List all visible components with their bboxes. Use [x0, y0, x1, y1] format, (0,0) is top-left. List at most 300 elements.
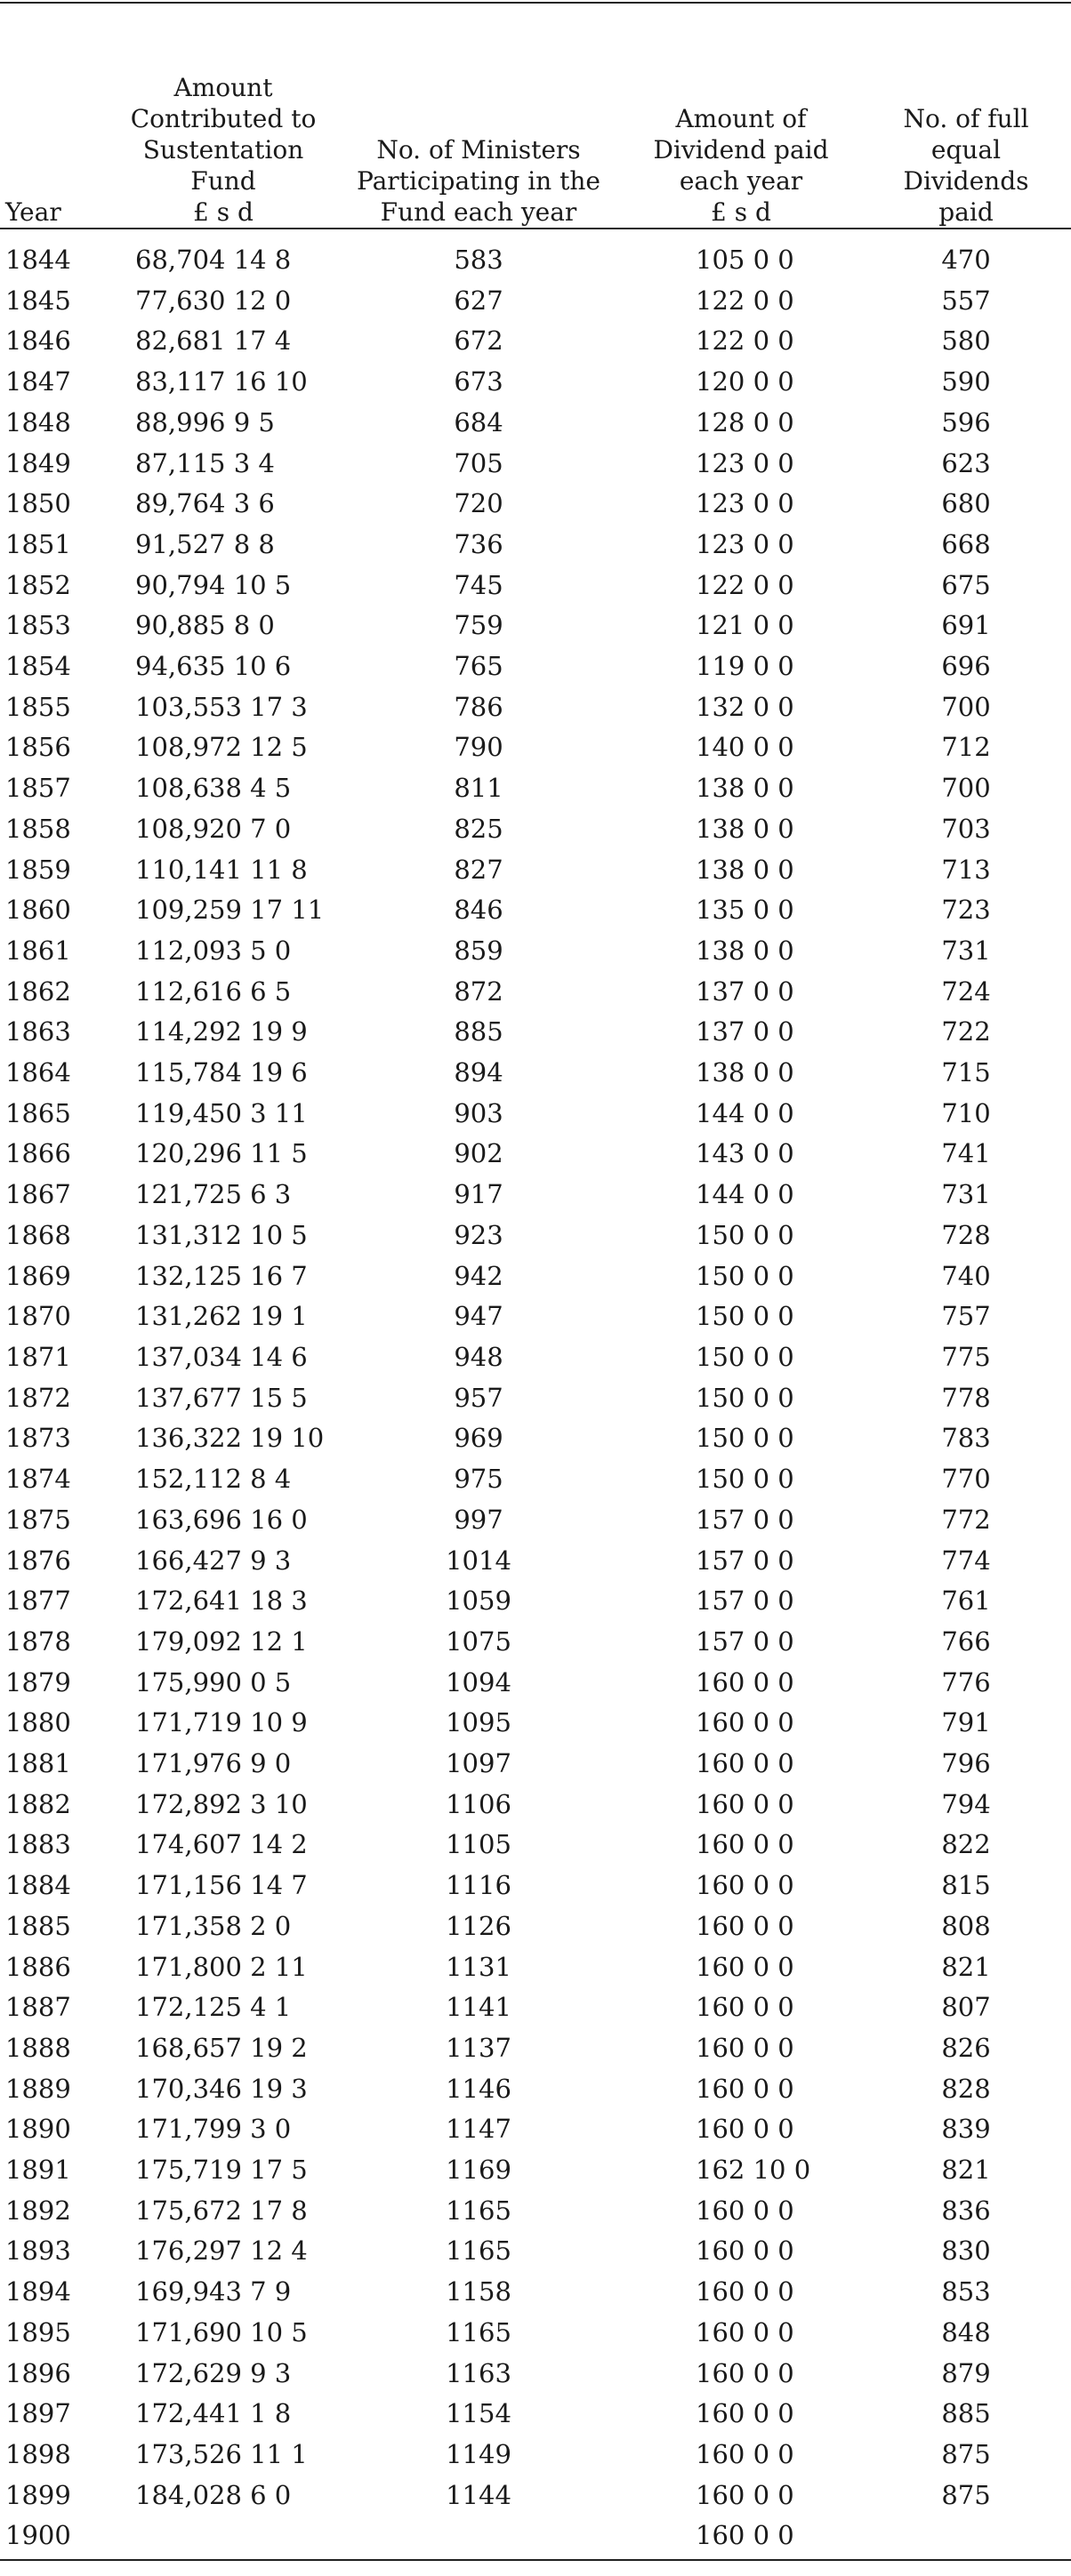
cell-year: 1883	[5, 1829, 71, 1860]
cell-dividend-amount: 123 0 0	[696, 447, 794, 478]
cell-year: 1879	[5, 1666, 71, 1697]
cell-full-dividends: 741	[941, 1138, 991, 1169]
cell-ministers: 811	[454, 773, 503, 804]
cell-ministers	[336, 2516, 621, 2556]
table-row	[0, 1622, 1071, 1663]
cell-amount-contributed: 115,784 19 6	[135, 1057, 308, 1088]
cell-year: 1895	[5, 2316, 71, 2347]
table-row	[0, 606, 1071, 646]
cell-dividend-amount: 150 0 0	[696, 1341, 794, 1372]
cell-amount-contributed: 171,976 9 0	[135, 1748, 292, 1779]
header-amount-contributed: Amount Contributed to Sustentation Fund £ s d	[130, 73, 317, 227]
cell-amount-contributed: 172,125 4 1	[135, 1992, 292, 2023]
table-row	[0, 2313, 1071, 2354]
header-full-dividends: No. of full equal Dividends paid	[903, 104, 1029, 227]
cell-full-dividends: 724	[941, 975, 991, 1007]
cell-dividend-amount: 123 0 0	[696, 528, 794, 559]
cell-year: 1880	[5, 1707, 71, 1738]
cell-dividend-amount: 138 0 0	[696, 935, 794, 966]
cell-full-dividends: 822	[941, 1829, 991, 1860]
cell-dividend-amount: 160 0 0	[696, 1951, 794, 1982]
cell-dividend-amount: 160 0 0	[696, 1748, 794, 1779]
cell-full-dividends: 623	[941, 447, 991, 478]
cell-year: 1872	[5, 1382, 71, 1413]
table-row	[0, 1987, 1071, 2028]
cell-full-dividends: 836	[941, 2195, 991, 2226]
cell-full-dividends: 879	[941, 2357, 991, 2388]
cell-dividend-amount: 160 0 0	[696, 1707, 794, 1738]
cell-amount-contributed: 90,885 8 0	[135, 610, 275, 641]
cell-full-dividends: 772	[941, 1504, 991, 1535]
cell-year: 1891	[5, 2155, 71, 2186]
cell-amount-contributed: 112,616 6 5	[135, 975, 292, 1007]
table-row	[0, 403, 1071, 444]
cell-full-dividends: 778	[941, 1382, 991, 1413]
cell-dividend-amount: 150 0 0	[696, 1301, 794, 1332]
cell-ministers: 1014	[446, 1545, 511, 1576]
cell-year: 1865	[5, 1097, 71, 1128]
cell-year: 1858	[5, 813, 71, 844]
cell-dividend-amount: 122 0 0	[696, 325, 794, 357]
cell-full-dividends: 796	[941, 1748, 991, 1779]
cell-dividend-amount: 119 0 0	[696, 651, 794, 682]
cell-full-dividends: 774	[941, 1545, 991, 1576]
header-ministers: No. of Ministers Participating in the Fund each year	[357, 135, 600, 227]
cell-dividend-amount: 160 0 0	[696, 2032, 794, 2063]
cell-ministers: 859	[454, 935, 503, 966]
table-row	[0, 1541, 1071, 1582]
cell-dividend-amount: 105 0 0	[696, 245, 794, 275]
cell-year: 1874	[5, 1464, 71, 1495]
cell-dividend-amount: 138 0 0	[696, 1057, 794, 1088]
cell-amount-contributed: 168,657 19 2	[135, 2032, 308, 2063]
table-row	[0, 444, 1071, 485]
table-row	[0, 646, 1071, 687]
cell-full-dividends: 713	[941, 854, 991, 885]
cell-ministers: 942	[454, 1260, 503, 1291]
cell-full-dividends: 794	[941, 1788, 991, 1819]
table-row	[0, 687, 1071, 728]
table-row	[0, 1134, 1071, 1175]
cell-dividend-amount: 150 0 0	[696, 1423, 794, 1454]
cell-year: 1863	[5, 1016, 71, 1047]
cell-ministers: 902	[454, 1138, 503, 1169]
cell-ministers: 786	[454, 691, 503, 722]
cell-amount-contributed: 172,629 9 3	[135, 2357, 292, 2388]
sustentation-fund-table	[0, 2, 1071, 2556]
table-row	[0, 850, 1071, 891]
cell-ministers: 894	[454, 1057, 503, 1088]
cell-year: 1856	[5, 732, 71, 763]
table-row	[0, 2028, 1071, 2069]
cell-dividend-amount: 122 0 0	[696, 569, 794, 600]
cell-amount-contributed: 175,719 17 5	[135, 2155, 308, 2186]
table-row	[0, 1866, 1071, 1906]
cell-dividend-amount: 135 0 0	[696, 895, 794, 926]
cell-dividend-amount: 143 0 0	[696, 1138, 794, 1169]
cell-year: 1890	[5, 2114, 71, 2145]
cell-full-dividends: 703	[941, 813, 991, 844]
cell-year: 1846	[5, 325, 71, 357]
cell-ministers: 846	[454, 895, 503, 926]
cell-dividend-amount: 160 0 0	[696, 1666, 794, 1697]
table-row	[0, 1825, 1071, 1866]
cell-full-dividends: 783	[941, 1423, 991, 1454]
cell-full-dividends: 691	[941, 610, 991, 641]
cell-dividend-amount: 138 0 0	[696, 773, 794, 804]
cell-year: 1875	[5, 1504, 71, 1535]
cell-dividend-amount: 160 0 0	[696, 2114, 794, 2145]
cell-full-dividends: 875	[941, 2479, 991, 2510]
cell-dividend-amount: 160 0 0	[696, 2438, 794, 2469]
table-row	[0, 1378, 1071, 1419]
cell-dividend-amount: 160 0 0	[696, 2195, 794, 2226]
cell-ministers: 1149	[446, 2438, 511, 2469]
cell-year: 1884	[5, 1870, 71, 1901]
cell-amount-contributed: 112,093 5 0	[135, 935, 292, 966]
cell-dividend-amount: 160 0 0	[696, 2073, 794, 2104]
cell-ministers: 759	[454, 610, 503, 641]
table-row	[0, 2354, 1071, 2395]
cell-amount-contributed: 108,972 12 5	[135, 732, 308, 763]
cell-year: 1882	[5, 1788, 71, 1819]
cell-full-dividends: 710	[941, 1097, 991, 1128]
cell-dividend-amount: 160 0 0	[696, 1829, 794, 1860]
cell-year: 1888	[5, 2032, 71, 2063]
cell-amount-contributed: 121,725 6 3	[135, 1179, 292, 1210]
cell-year: 1848	[5, 406, 71, 437]
cell-ministers: 673	[454, 366, 503, 397]
cell-ministers: 1116	[446, 1870, 511, 1901]
cell-ministers: 1137	[446, 2032, 511, 2063]
cell-full-dividends: 557	[941, 285, 991, 316]
cell-ministers: 969	[454, 1423, 503, 1454]
cell-amount-contributed: 83,117 16 10	[135, 366, 308, 397]
cell-ministers: 1158	[446, 2276, 511, 2307]
cell-full-dividends: 807	[941, 1992, 991, 2023]
cell-dividend-amount: 150 0 0	[696, 1219, 794, 1250]
cell-year: 1852	[5, 569, 71, 600]
cell-ministers: 672	[454, 325, 503, 357]
cell-amount-contributed: 172,892 3 10	[135, 1788, 308, 1819]
cell-amount-contributed: 172,441 1 8	[135, 2398, 292, 2429]
table-row	[0, 2476, 1071, 2516]
cell-amount-contributed: 169,943 7 9	[135, 2276, 292, 2307]
cell-year: 1893	[5, 2235, 71, 2267]
cell-amount-contributed: 131,262 19 1	[135, 1301, 308, 1332]
table-row	[0, 2516, 1071, 2556]
cell-ministers: 997	[454, 1504, 503, 1535]
cell-dividend-amount: 150 0 0	[696, 1382, 794, 1413]
cell-amount-contributed: 108,920 7 0	[135, 813, 292, 844]
cell-ministers: 1163	[446, 2357, 511, 2388]
cell-amount-contributed: 87,115 3 4	[135, 447, 275, 478]
cell-year: 1844	[5, 245, 71, 275]
cell-year: 1851	[5, 528, 71, 559]
table-row	[0, 1418, 1071, 1459]
cell-full-dividends: 791	[941, 1707, 991, 1738]
cell-amount-contributed: 173,526 11 1	[135, 2438, 308, 2469]
table-row	[0, 1053, 1071, 1094]
cell-ministers: 1094	[446, 1666, 511, 1697]
cell-amount-contributed: 176,297 12 4	[135, 2235, 308, 2267]
table-row	[0, 1906, 1071, 1947]
cell-ministers: 1146	[446, 2073, 511, 2104]
cell-ministers: 917	[454, 1179, 503, 1210]
table-row	[0, 1012, 1071, 1053]
cell-dividend-amount: 157 0 0	[696, 1585, 794, 1617]
cell-year: 1897	[5, 2398, 71, 2429]
cell-dividend-amount: 160 0 0	[696, 2398, 794, 2429]
table-row	[0, 972, 1071, 1013]
cell-full-dividends: 775	[941, 1341, 991, 1372]
cell-dividend-amount: 160 0 0	[696, 1910, 794, 1941]
table-row	[0, 1459, 1071, 1500]
cell-year: 1878	[5, 1625, 71, 1657]
table-row	[0, 525, 1071, 566]
cell-ministers: 957	[454, 1382, 503, 1413]
cell-amount-contributed: 114,292 19 9	[135, 1016, 308, 1047]
cell-amount-contributed: 89,764 3 6	[135, 488, 275, 519]
cell-full-dividends: 675	[941, 569, 991, 600]
cell-amount-contributed: 131,312 10 5	[135, 1219, 308, 1250]
cell-dividend-amount: 150 0 0	[696, 1464, 794, 1495]
cell-amount-contributed: 94,635 10 6	[135, 651, 292, 682]
cell-year: 1885	[5, 1910, 71, 1941]
cell-year: 1869	[5, 1260, 71, 1291]
cell-dividend-amount: 160 0 0	[696, 2520, 794, 2551]
cell-year: 1866	[5, 1138, 71, 1169]
cell-year: 1845	[5, 285, 71, 316]
cell-ministers: 1165	[446, 2235, 511, 2267]
cell-amount-contributed: 137,034 14 6	[135, 1341, 308, 1372]
cell-year: 1868	[5, 1219, 71, 1250]
cell-year: 1876	[5, 1545, 71, 1576]
cell-full-dividends: 853	[941, 2276, 991, 2307]
cell-year: 1873	[5, 1423, 71, 1454]
table-row	[0, 237, 1071, 281]
table-row	[0, 362, 1071, 403]
cell-ministers: 1131	[446, 1951, 511, 1982]
cell-full-dividends: 740	[941, 1260, 991, 1291]
cell-ministers: 1075	[446, 1625, 511, 1657]
cell-amount-contributed: 174,607 14 2	[135, 1829, 308, 1860]
cell-full-dividends: 826	[941, 2032, 991, 2063]
cell-amount-contributed: 103,553 17 3	[135, 691, 308, 722]
cell-ministers: 1169	[446, 2155, 511, 2186]
cell-amount-contributed: 171,800 2 11	[135, 1951, 308, 1982]
bottom-rule	[0, 2559, 1071, 2561]
cell-dividend-amount: 132 0 0	[696, 691, 794, 722]
cell-full-dividends: 875	[941, 2438, 991, 2469]
cell-full-dividends	[861, 2516, 1071, 2556]
cell-ministers: 872	[454, 975, 503, 1007]
cell-full-dividends: 808	[941, 1910, 991, 1941]
cell-amount-contributed: 171,690 10 5	[135, 2316, 308, 2347]
cell-amount-contributed: 68,704 14 8	[135, 245, 292, 275]
table-row	[0, 2231, 1071, 2272]
cell-year: 1887	[5, 1992, 71, 2023]
table-row	[0, 1703, 1071, 1744]
table-row	[0, 1216, 1071, 1256]
table-header	[0, 2, 1071, 237]
table-row	[0, 1744, 1071, 1785]
cell-year: 1854	[5, 651, 71, 682]
cell-dividend-amount: 140 0 0	[696, 732, 794, 763]
cell-year: 1877	[5, 1585, 71, 1617]
cell-full-dividends: 848	[941, 2316, 991, 2347]
cell-year: 1892	[5, 2195, 71, 2226]
cell-ministers: 923	[454, 1219, 503, 1250]
cell-amount-contributed: 171,719 10 9	[135, 1707, 308, 1738]
cell-full-dividends: 815	[941, 1870, 991, 1901]
cell-amount-contributed: 88,996 9 5	[135, 406, 275, 437]
cell-full-dividends: 696	[941, 651, 991, 682]
cell-ministers: 745	[454, 569, 503, 600]
cell-amount-contributed: 175,990 0 5	[135, 1666, 292, 1697]
cell-year: 1894	[5, 2276, 71, 2307]
cell-ministers: 947	[454, 1301, 503, 1332]
cell-amount-contributed: 120,296 11 5	[135, 1138, 308, 1169]
cell-ministers: 827	[454, 854, 503, 885]
cell-full-dividends: 776	[941, 1666, 991, 1697]
cell-year: 1864	[5, 1057, 71, 1088]
cell-amount-contributed: 171,358 2 0	[135, 1910, 292, 1941]
cell-year: 1855	[5, 691, 71, 722]
table-row	[0, 321, 1071, 362]
cell-ministers: 1154	[446, 2398, 511, 2429]
cell-amount-contributed: 119,450 3 11	[135, 1097, 308, 1128]
cell-dividend-amount: 123 0 0	[696, 488, 794, 519]
table-row	[0, 484, 1071, 525]
cell-full-dividends: 700	[941, 691, 991, 722]
cell-ministers: 1106	[446, 1788, 511, 1819]
cell-ministers: 1144	[446, 2479, 511, 2510]
cell-dividend-amount: 128 0 0	[696, 406, 794, 437]
table-row	[0, 2272, 1071, 2313]
cell-dividend-amount: 160 0 0	[696, 1870, 794, 1901]
cell-dividend-amount: 137 0 0	[696, 1016, 794, 1047]
cell-year: 1889	[5, 2073, 71, 2104]
cell-year: 1859	[5, 854, 71, 885]
cell-ministers: 583	[454, 245, 503, 275]
table-row	[0, 1663, 1071, 1704]
cell-ministers: 736	[454, 528, 503, 559]
table-row	[0, 1947, 1071, 1988]
cell-ministers: 627	[454, 285, 503, 316]
cell-amount-contributed: 175,672 17 8	[135, 2195, 308, 2226]
cell-dividend-amount: 162 10 0	[696, 2155, 811, 2186]
cell-year: 1847	[5, 366, 71, 397]
table-row	[0, 1500, 1071, 1541]
cell-ministers: 1105	[446, 1829, 511, 1860]
cell-dividend-amount: 157 0 0	[696, 1625, 794, 1657]
cell-ministers: 1165	[446, 2316, 511, 2347]
cell-amount-contributed: 163,696 16 0	[135, 1504, 308, 1535]
cell-ministers: 1147	[446, 2114, 511, 2145]
table-row	[0, 2191, 1071, 2232]
cell-amount-contributed: 152,112 8 4	[135, 1464, 292, 1495]
cell-dividend-amount: 160 0 0	[696, 2316, 794, 2347]
cell-dividend-amount: 138 0 0	[696, 854, 794, 885]
cell-full-dividends: 757	[941, 1301, 991, 1332]
cell-full-dividends: 580	[941, 325, 991, 357]
cell-year: 1860	[5, 895, 71, 926]
cell-ministers: 720	[454, 488, 503, 519]
cell-full-dividends: 700	[941, 773, 991, 804]
cell-full-dividends: 821	[941, 1951, 991, 1982]
cell-amount-contributed: 91,527 8 8	[135, 528, 275, 559]
table-body	[0, 237, 1071, 2556]
cell-full-dividends: 839	[941, 2114, 991, 2145]
cell-dividend-amount: 157 0 0	[696, 1504, 794, 1535]
table-row	[0, 1296, 1071, 1337]
cell-ministers: 1059	[446, 1585, 511, 1617]
cell-full-dividends: 830	[941, 2235, 991, 2267]
table-row	[0, 2109, 1071, 2150]
table-row	[0, 890, 1071, 931]
cell-year: 1881	[5, 1748, 71, 1779]
cell-year: 1870	[5, 1301, 71, 1332]
cell-ministers: 903	[454, 1097, 503, 1128]
cell-amount-contributed: 170,346 19 3	[135, 2073, 308, 2104]
cell-dividend-amount: 160 0 0	[696, 2276, 794, 2307]
cell-full-dividends: 731	[941, 935, 991, 966]
cell-full-dividends: 885	[941, 2398, 991, 2429]
header-dividend-amount: Amount of Dividend paid each year £ s d	[653, 104, 829, 227]
cell-amount-contributed: 184,028 6 0	[135, 2479, 292, 2510]
table-row	[0, 1337, 1071, 1378]
cell-dividend-amount: 160 0 0	[696, 1788, 794, 1819]
cell-full-dividends: 766	[941, 1625, 991, 1657]
table-row	[0, 566, 1071, 606]
cell-dividend-amount: 120 0 0	[696, 366, 794, 397]
cell-ministers: 948	[454, 1341, 503, 1372]
cell-full-dividends: 668	[941, 528, 991, 559]
cell-ministers: 765	[454, 651, 503, 682]
cell-full-dividends: 723	[941, 895, 991, 926]
cell-full-dividends: 712	[941, 732, 991, 763]
cell-full-dividends: 728	[941, 1219, 991, 1250]
cell-year: 1886	[5, 1951, 71, 1982]
table-row	[0, 2435, 1071, 2476]
cell-dividend-amount: 160 0 0	[696, 2479, 794, 2510]
table-row	[0, 2150, 1071, 2191]
cell-amount-contributed: 137,677 15 5	[135, 1382, 308, 1413]
cell-year: 1849	[5, 447, 71, 478]
table-row	[0, 809, 1071, 850]
cell-dividend-amount: 122 0 0	[696, 285, 794, 316]
cell-ministers: 790	[454, 732, 503, 763]
cell-ministers: 825	[454, 813, 503, 844]
cell-dividend-amount: 160 0 0	[696, 2235, 794, 2267]
cell-dividend-amount: 137 0 0	[696, 975, 794, 1007]
cell-amount-contributed: 171,156 14 7	[135, 1870, 308, 1901]
cell-full-dividends: 715	[941, 1057, 991, 1088]
cell-full-dividends: 731	[941, 1179, 991, 1210]
cell-amount-contributed: 108,638 4 5	[135, 773, 292, 804]
cell-ministers: 705	[454, 447, 503, 478]
table-row	[0, 1256, 1071, 1297]
table-row	[0, 931, 1071, 972]
cell-full-dividends: 470	[941, 245, 991, 275]
table-row	[0, 1094, 1071, 1135]
table-row	[0, 2069, 1071, 2110]
cell-amount-contributed: 179,092 12 1	[135, 1625, 308, 1657]
cell-year: 1853	[5, 610, 71, 641]
cell-ministers: 1141	[446, 1992, 511, 2023]
cell-dividend-amount: 144 0 0	[696, 1179, 794, 1210]
